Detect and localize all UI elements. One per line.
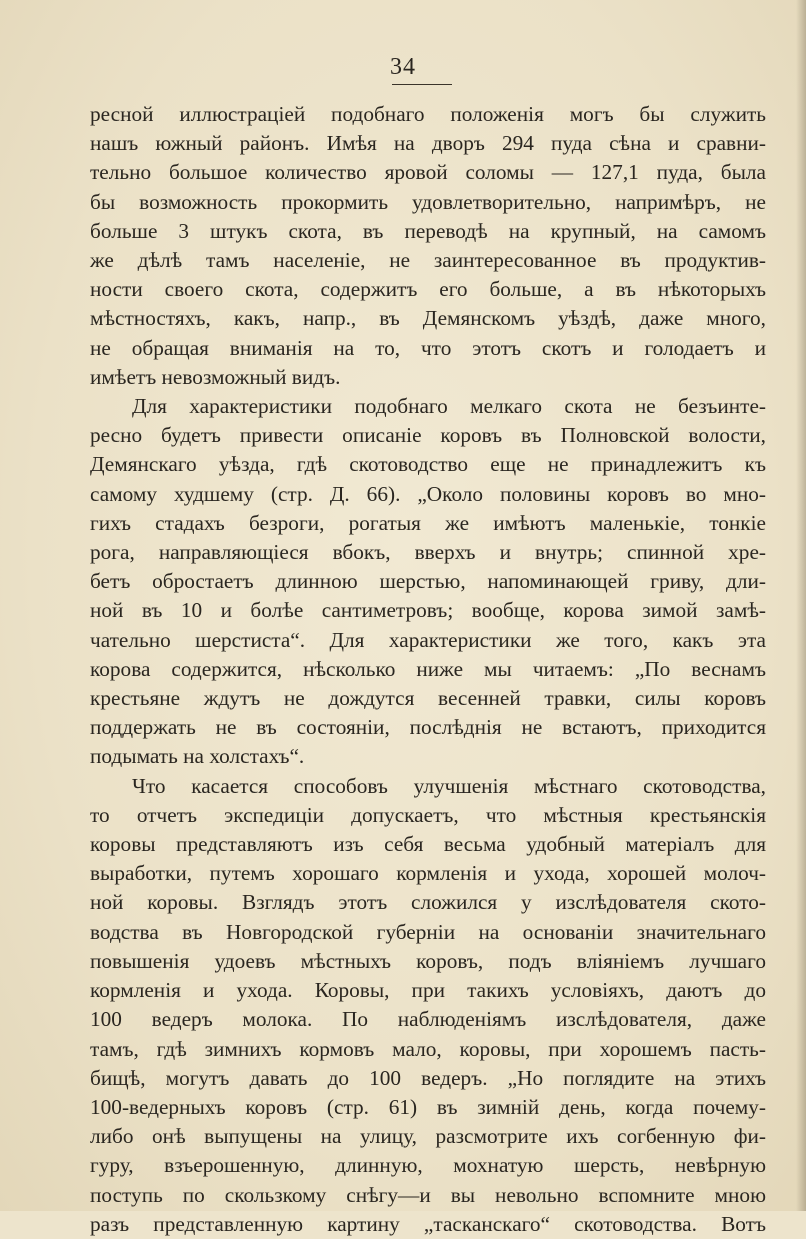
text-line: подымать на холстахъ“.	[90, 744, 305, 769]
page-number-rule	[392, 84, 452, 85]
body-text	[90, 100, 766, 1239]
text-line: бетъ обростаетъ длинною шерстью, напоминающей гриву, дли-	[90, 569, 766, 594]
text-line: тельно большое количество яровой соломы — 127,1 пуда, была	[90, 160, 766, 185]
text-line: тамъ, гдѣ зимнихъ кормовъ мало, коровы, при хорошемъ пасть-	[90, 1036, 766, 1061]
page-edge-shadow	[796, 0, 806, 1211]
text-line: то отчетъ экспедиціи допускаетъ, что мѣстныя крестьянскія	[90, 802, 766, 827]
text-line: ресной иллюстраціей подобнаго положенія могъ бы служить	[90, 102, 766, 126]
text-line: мѣстностяхъ, какъ, напр., въ Демянскомъ уѣздѣ, даже много,	[90, 306, 766, 331]
text-line: повышенія удоевъ мѣстныхъ коровъ, подъ вліяніемъ лучшаго	[90, 948, 766, 973]
text-line: выработки, путемъ хорошаго кормленія и ухода, хорошей молоч-	[90, 861, 766, 886]
text-line: нашъ южный районъ. Имѣя на дворъ 294 пуда сѣна и сравни-	[90, 131, 766, 156]
text-line: 100-ведерныхъ коровъ (стр. 61) въ зимній день, когда почему-	[90, 1094, 766, 1119]
text-line: поступь по скользкому снѣгу—и вы невольно вспомните мною	[90, 1182, 766, 1207]
text-line: имѣетъ невозможный видъ.	[90, 364, 341, 389]
text-line: 100 ведеръ молока. По наблюденіямъ изслѣдователя, даже	[90, 1007, 766, 1032]
text-line: ресно будетъ привести описаніе коровъ въ Полновской волости,	[90, 423, 766, 448]
text-line: бищѣ, могутъ давать до 100 ведеръ. „Но поглядите на этихъ	[90, 1065, 766, 1090]
text-line: ной коровы. Взглядъ этотъ сложился у изслѣдователя ското-	[90, 890, 766, 915]
text-line: поддержать не въ состояніи, послѣднія не встаютъ, приходится	[90, 715, 766, 740]
text-line: Что касается способовъ улучшенія мѣстнаго скотоводства,	[132, 773, 766, 798]
text-line: гуру, взъерошенную, длинную, мохнатую шерсть, невѣрную	[90, 1153, 766, 1178]
text-line: же дѣлѣ тамъ населеніе, не заинтересованное въ продуктив-	[90, 248, 766, 273]
text-line: Демянскаго уѣзда, гдѣ скотоводство еще не принадлежитъ къ	[90, 452, 766, 477]
text-line: коровы представляютъ изъ себя весьма удобный матеріалъ для	[90, 832, 766, 857]
text-line: больше 3 штукъ скота, въ переводѣ на крупный, на самомъ	[90, 218, 766, 243]
text-line: гихъ стадахъ безроги, рогатыя же имѣютъ маленькіе, тонкіе	[90, 510, 766, 535]
text-line: ной въ 10 и болѣе сантиметровъ; вообще, корова зимой замѣ-	[90, 598, 766, 623]
text-line: самому худшему (стр. Д. 66). „Около половины коровъ во мно-	[90, 481, 766, 506]
text-line: крестьяне ждутъ не дождутся весенней травки, силы коровъ	[90, 686, 766, 711]
text-line: корова содержится, нѣсколько ниже мы читаемъ: „По веснамъ	[90, 656, 766, 681]
text-line: не обращая вниманія на то, что этотъ скотъ и голодаетъ и	[90, 335, 766, 360]
text-line: кормленія и ухода. Коровы, при такихъ условіяхъ, даютъ до	[90, 978, 766, 1003]
text-line: ности своего скота, содержитъ его больше, а въ нѣкоторыхъ	[90, 277, 766, 302]
text-line: рога, направляющіеся вбокъ, вверхъ и внутрь; спинной хре-	[90, 540, 766, 565]
text-line: водства въ Новгородской губерніи на основаніи значительнаго	[90, 919, 766, 944]
text-line: Для характеристики подобнаго мелкаго скота не безъинте-	[132, 394, 766, 419]
text-line: разъ представленную картину „тасканскаго“ скотоводства. Вотъ	[90, 1211, 766, 1236]
text-line: бы возможность прокормить удовлетворительно, напримѣръ, не	[90, 189, 766, 214]
text-line: либо онѣ выпущены на улицу, разсмотрите ихъ согбенную фи-	[90, 1124, 766, 1149]
page-number: 34	[390, 54, 416, 80]
text-line: чательно шерстиста“. Для характеристики же того, какъ эта	[90, 627, 766, 652]
